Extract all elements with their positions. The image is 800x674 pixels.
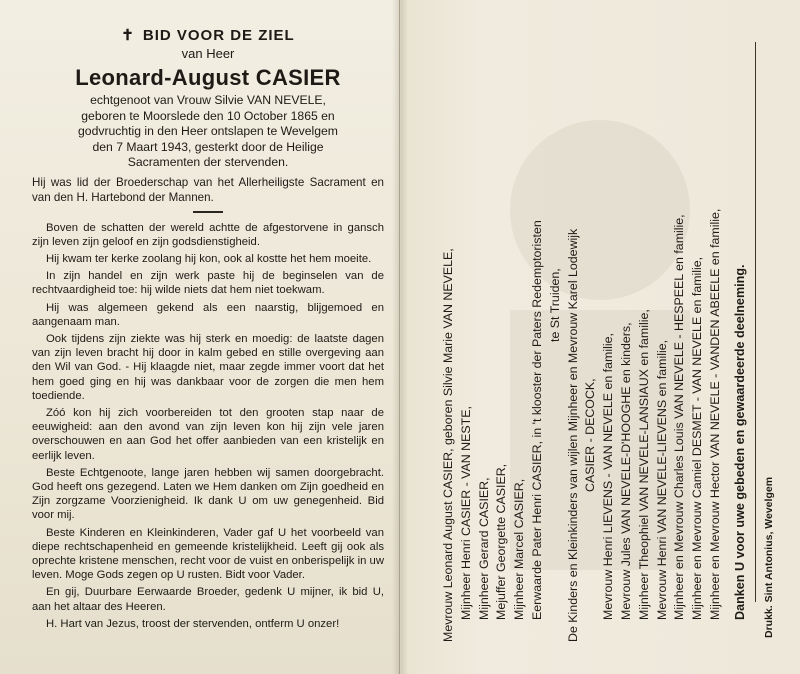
intro-line: Sacramenten der stervenden. [127,155,289,169]
body-paragraph: Ook tijdens zijn ziekte was hij sterk en moedig: de laatste dagen van zijn leven bracht hij door in kalm gebed en stille overgeving aan den Wil van God. - Hij klaagde niet, maar zegde immer voort dat het hem goed ging en hij was dankbaar voor de zorgen die men hem toediende. [32,332,384,402]
family-line: Mijnheer Marcel CASIER, [512,478,527,620]
cross-icon: ✝ [121,27,135,44]
family-line: Mijnheer en Mevrouw Hector VAN NEVELE - VANDEN ABEELE en familie, [707,208,722,620]
family-line: Mejuffer Georgette CASIER, [494,463,509,620]
prayer-header-text: BID VOOR DE ZIEL [142,27,295,44]
family-line: Mijnheer Theophiel VAN NEVELE-LANSIAUX en familie, [636,309,651,620]
van-heer-line: van Heer [181,46,235,61]
family-line: Mijnheer en Mevrouw Charles Louis VAN NEVELE - HESPEEL en familie, [672,214,687,620]
body-paragraph: In zijn handel en zijn werk paste hij de beginselen van de rechtvaardigheid toe: hij wilde niets dat hem niet toekwam. [32,270,384,297]
family-line: Mijnheer Gerard CASIER, [476,477,491,620]
body-paragraph: Beste Echtgenoote, lange jaren hebben wij samen doorgebracht. God heeft ons gezegend. Laten we Hem danken om Zijn goedheid en Zijn zorgzame Voorzienigheid. Ik dank U om uw genegenheid. Bid voor mij. [32,466,384,522]
body-paragraph: En gij, Duurbare Eerwaarde Broeder, gedenk U mijner, ik bid U, aan het altaar des Heeren. [32,586,384,613]
intro-line: geboren te Moorslede den 10 October 1865 en [81,108,335,123]
body-paragraph: Beste Kinderen en Kleinkinderen, Vader gaf U het voorbeeld van diepe rechtschapenheid en gemeende kristelijkheid. Leeft gij ook als oprechte kristene menschen, recht voor de vuist en onberispelijk in uw leven. Moge Gods zegen op U rusten. Bidt voor Vader. [32,526,384,582]
thanks-line: Danken U voor uwe gebeden en gewaardeerde deelneming. [732,264,747,620]
family-line: Mevrouw Leonard August CASIER, geboren Silvie Marie VAN NEVELE, [441,248,455,642]
body-paragraph: Boven de schatten der wereld achtte de afgestorvene in gansch zijn leven zijn geloof en zijn godsdienstigheid. [32,221,384,248]
body-paragraph: H. Hart van Jezus, troost der stervenden, ontferm U onzer! [46,617,340,630]
intro-line: godvruchtig in den Heer ontslapen te Wevelgem [78,124,338,138]
intro-line: echtgenoot van Vrouw Silvie VAN NEVELE, [90,93,326,107]
card-fold [392,0,408,674]
family-line: Mevrouw Henri VAN NEVELE-LIEVENS en familie, [654,339,669,620]
family-line: De Kinders en Kleinkinders van wijlen Mijnheer en Mevrouw Karel Lodewijk [565,228,580,642]
intro-line: den 7 Maart 1943, gesterkt door de Heilige [92,139,324,154]
body-paragraph: Hij kwam ter kerke zoolang hij kon, ook al kostte het hem moeite. [46,252,372,265]
prayer-header [32,26,384,44]
family-line: CASIER - DECOCK, [583,378,598,492]
family-line: Eerwaarde Pater Henri CASIER, in 't klooster der Paters Redemptoristen [529,220,544,620]
family-notice [440,42,776,642]
printer-credit: Drukk. Sint Antonius, Wevelgem [762,476,775,638]
body-paragraph: Hij was algemeen gekend als een naarstig, blijgemoed en aangenaam man. [32,301,384,328]
family-line: Mijnheer Henri CASIER - VAN NESTE, [458,406,473,620]
deceased-name: Leonard-August CASIER [75,65,341,90]
body-paragraph: Zóó kon hij zich voorbereiden tot den grooten stap naar de eeuwigheid: aan den avond van zijn leven kon hij zijn vele jaren overschouwen en aan God het offer aanbieden van een kristelijk en eerlijk leven. [32,406,384,462]
family-line: Mevrouw Jules VAN NEVELE-D'HOOGHE en kinders, [618,322,633,620]
family-line: te St Truiden, [547,268,562,342]
left-text-block [32,26,384,634]
family-line: Mijnheer en Mevrouw Camiel DESMET - VAN NEVELE en familie, [690,256,705,620]
divider [193,211,223,213]
family-line: Mevrouw Henri LIEVENS - VAN NEVELE en familie, [601,333,616,620]
divider [755,42,756,602]
membership-text: Hij was lid der Broederschap van het Allerheiligste Sacrament en van den H. Hartebond der Mannen. [32,175,384,204]
